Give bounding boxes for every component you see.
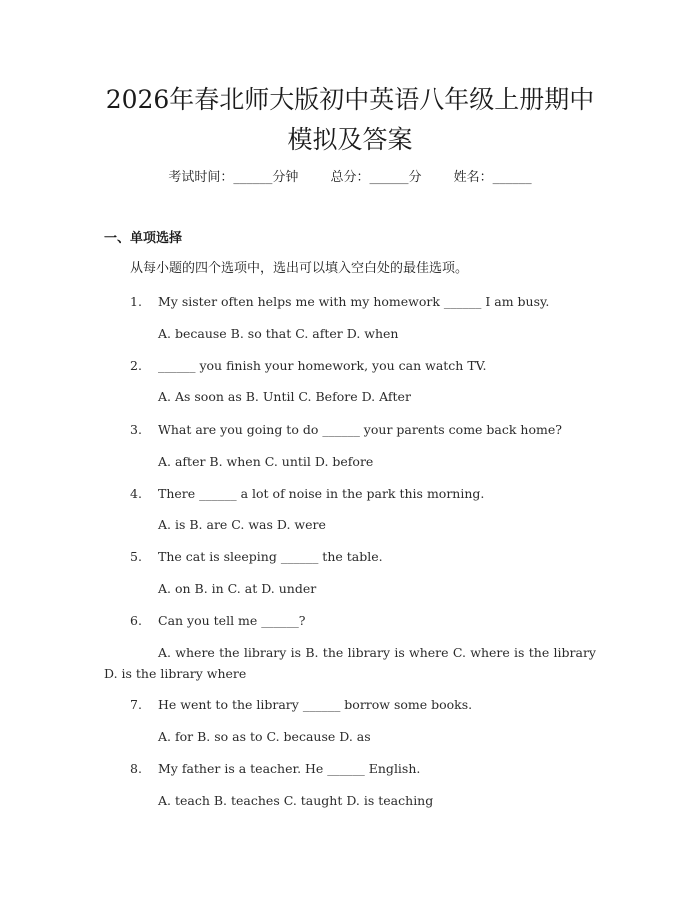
question-6-options: A. where the library is B. the library is where C. where is the library D. is the library where [104,645,596,681]
question-stem: ______ you finish your homework, you can watch TV. [158,358,487,373]
question-3-options: A. after B. when C. until D. before [158,454,374,469]
question-stem: My father is a teacher. He ______ English. [158,761,421,776]
question-8-options: A. teach B. teaches C. taught D. is teaching [158,793,434,808]
question-2-options: A. As soon as B. Until C. Before D. After [158,389,411,404]
question-4-options: A. is B. are C. was D. were [158,517,326,532]
section-instruction: 从每小题的四个选项中，选出可以填入空白处的最佳选项。 [130,261,469,276]
question-stem: What are you going to do ______ your parents come back home? [158,422,562,437]
question-number: 2. [130,358,142,373]
question-stem: He went to the library ______ borrow some books. [158,697,473,712]
exam-meta [0,168,700,188]
document-title [0,80,700,160]
question-number: 7. [130,697,142,712]
question-stem: The cat is sleeping ______ the table. [158,549,383,564]
exam-name: 姓名：______ [453,170,532,185]
title-line-2: 模拟及答案 [287,125,413,154]
section-title: 一、单项选择 [104,231,183,246]
question-number: 3. [130,422,142,437]
question-1-options: A. because B. so that C. after D. when [158,326,399,341]
question-number: 8. [130,761,142,776]
question-number: 4. [130,486,142,501]
exam-time: 考试时间：______分钟 [168,170,299,185]
question-stem: There ______ a lot of noise in the park this morning. [158,486,485,501]
question-7-options: A. for B. so as to C. because D. as [158,729,371,744]
question-stem: My sister often helps me with my homework ______ I am busy. [158,294,550,309]
question-number: 1. [130,294,142,309]
question-number: 6. [130,613,142,628]
question-5-options: A. on B. in C. at D. under [158,581,317,596]
exam-score: 总分：______分 [330,170,422,185]
question-number: 5. [130,549,142,564]
question-stem: Can you tell me ______? [158,613,306,628]
title-line-1: 2026年春北师大版初中英语八年级上册期中 [105,85,595,114]
